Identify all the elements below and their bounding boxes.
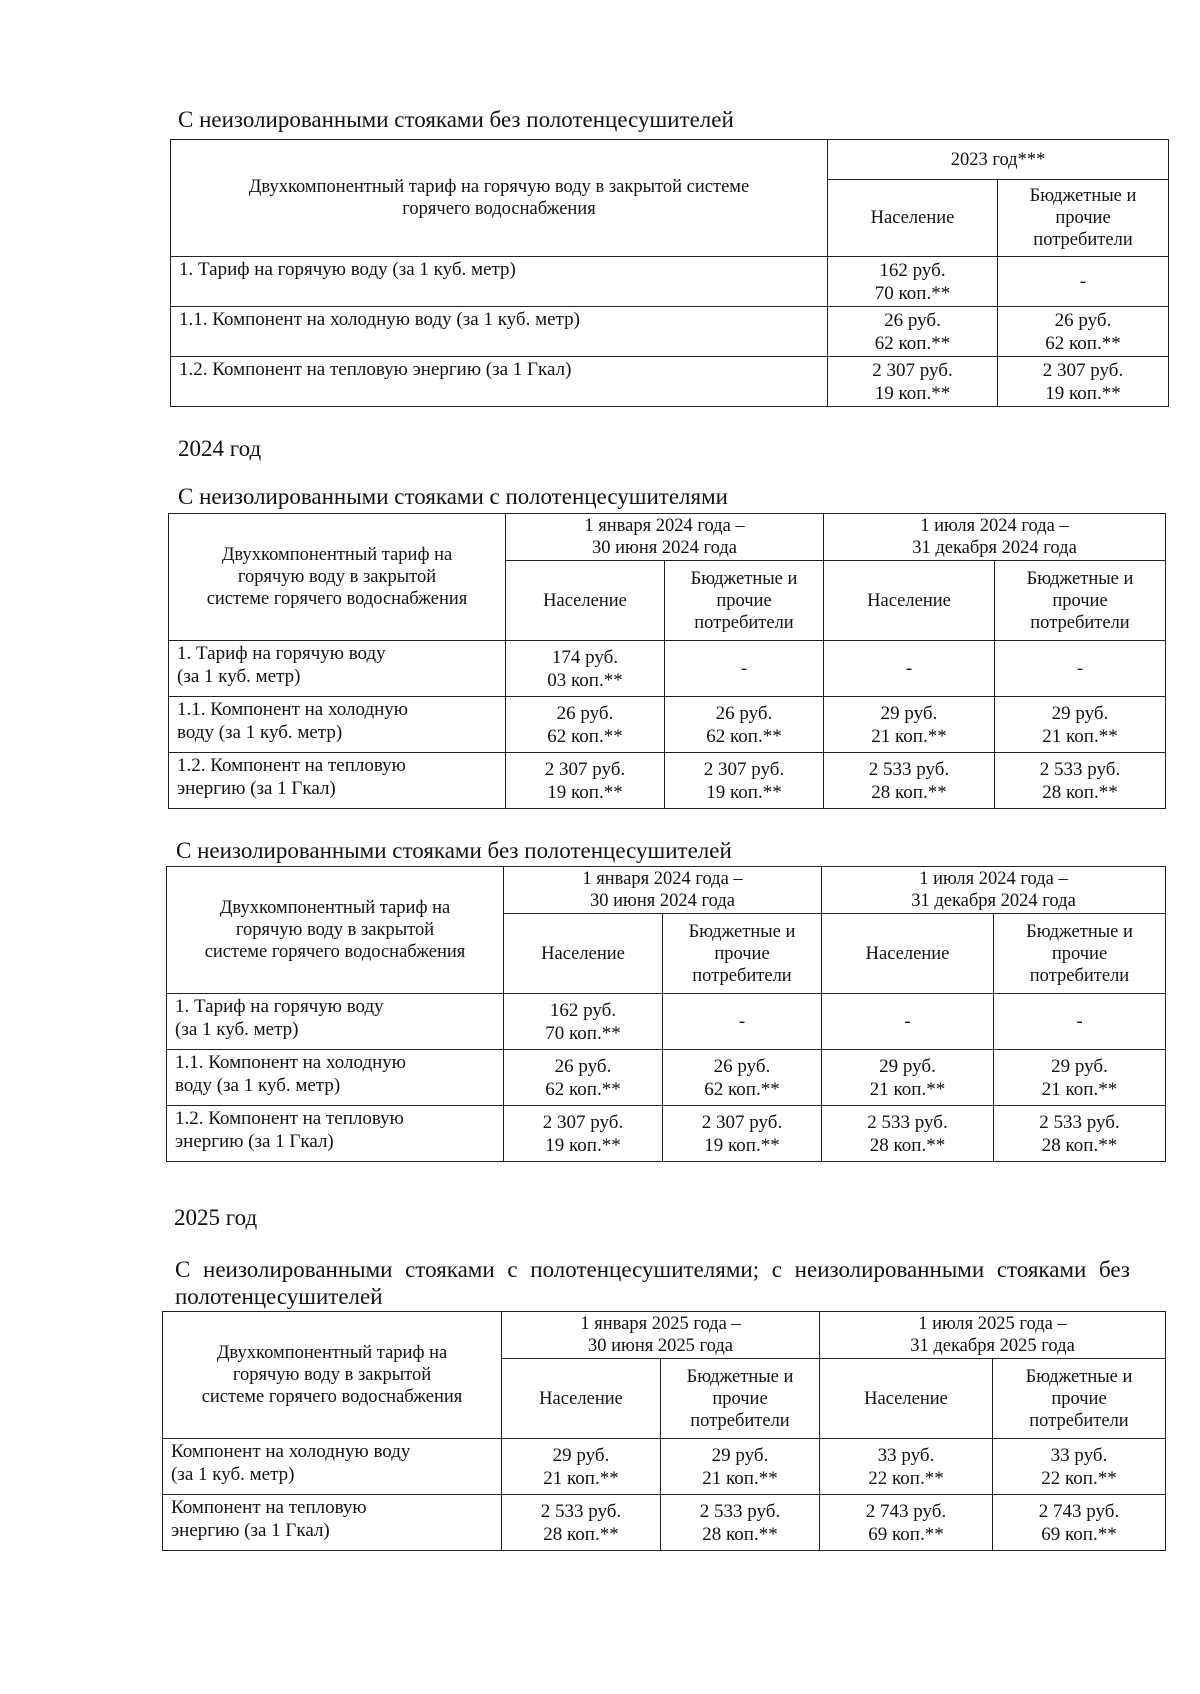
budget-header: Бюджетные и прочие потребители — [663, 914, 822, 994]
cell-value: - — [824, 641, 995, 697]
population-header: Население — [822, 914, 994, 994]
row-label: 1. Тариф на горячую воду (за 1 куб. метр) — [169, 641, 506, 697]
cell-value: 2 743 руб. 69 коп.** — [993, 1495, 1166, 1551]
cell-value: 26 руб. 62 коп.** — [663, 1050, 822, 1106]
cell-value: 2 307 руб. 19 коп.** — [665, 753, 824, 809]
cell-value: 2 743 руб. 69 коп.** — [820, 1495, 993, 1551]
cell-value: - — [665, 641, 824, 697]
table1-caption: С неизолированными стояками без полотенцесушителей — [178, 107, 734, 132]
cell-value: 2 307 руб. 19 коп.** — [663, 1106, 822, 1162]
tariff-table-2024-without-dryers — [166, 866, 1166, 1162]
budget-header: Бюджетные и прочие потребители — [661, 1359, 820, 1439]
population-value: 2 307 руб. 19 коп.** — [828, 357, 998, 407]
cell-value: 29 руб. 21 коп.** — [994, 1050, 1166, 1106]
year-heading-2024: 2024 год — [178, 436, 262, 461]
tariff-table-2023 — [170, 139, 1169, 407]
row-label: 1.1. Компонент на холодную воду (за 1 куб. метр) — [167, 1050, 504, 1106]
row-label: 1.2. Компонент на тепловую энергию (за 1 Гкал) — [167, 1106, 504, 1162]
cell-value: 29 руб. 21 коп.** — [502, 1439, 661, 1495]
row-label: 1. Тариф на горячую воду (за 1 куб. метр) — [171, 257, 828, 307]
cell-value: - — [663, 994, 822, 1050]
budget-header: Бюджетные и прочие потребители — [998, 180, 1169, 257]
population-header: Население — [506, 561, 665, 641]
cell-value: 2 533 руб. 28 коп.** — [824, 753, 995, 809]
budget-header: Бюджетные и прочие потребители — [993, 1359, 1166, 1439]
row-label: 1.2. Компонент на тепловую энергию (за 1 Гкал) — [169, 753, 506, 809]
population-header: Население — [824, 561, 995, 641]
cell-value: 29 руб. 21 коп.** — [661, 1439, 820, 1495]
population-header: Население — [502, 1359, 661, 1439]
budget-header: Бюджетные и прочие потребители — [994, 914, 1166, 994]
period-header: 1 июля 2024 года – 31 декабря 2024 года — [824, 514, 1166, 561]
row-label: 1. Тариф на горячую воду (за 1 куб. метр) — [167, 994, 504, 1050]
row-label: Компонент на тепловую энергию (за 1 Гкал) — [163, 1495, 502, 1551]
population-header: Население — [828, 180, 998, 257]
tariff-table-2024-with-dryers — [168, 513, 1166, 809]
cell-value: - — [822, 994, 994, 1050]
cell-value: 33 руб. 22 коп.** — [820, 1439, 993, 1495]
budget-value: 2 307 руб. 19 коп.** — [998, 357, 1169, 407]
period-header: 1 января 2024 года – 30 июня 2024 года — [506, 514, 824, 561]
budget-header: Бюджетные и прочие потребители — [665, 561, 824, 641]
tariff-table-2025 — [162, 1311, 1166, 1551]
cell-value: 2 533 руб. 28 коп.** — [502, 1495, 661, 1551]
cell-value: 2 533 руб. 28 коп.** — [661, 1495, 820, 1551]
header-tariff-label: Двухкомпонентный тариф на горячую воду в закрытой системе горячего водоснабжения — [169, 514, 506, 641]
header-tariff-label: Двухкомпонентный тариф на горячую воду в закрытой системе горячего водоснабжения — [163, 1312, 502, 1439]
cell-value: 2 533 руб. 28 коп.** — [822, 1106, 994, 1162]
header-tariff-label: Двухкомпонентный тариф на горячую воду в закрытой системе горячего водоснабжения — [167, 867, 504, 994]
budget-value: 26 руб. 62 коп.** — [998, 307, 1169, 357]
cell-value: 26 руб. 62 коп.** — [665, 697, 824, 753]
period-header: 1 января 2024 года – 30 июня 2024 года — [504, 867, 822, 914]
cell-value: 174 руб. 03 коп.** — [506, 641, 665, 697]
cell-value: 2 533 руб. 28 коп.** — [994, 1106, 1166, 1162]
budget-value: - — [998, 257, 1169, 307]
row-label: 1.2. Компонент на тепловую энергию (за 1 Гкал) — [171, 357, 828, 407]
header-tariff-label: Двухкомпонентный тариф на горячую воду в закрытой системе горячего водоснабжения — [171, 140, 828, 257]
row-label: Компонент на холодную воду (за 1 куб. метр) — [163, 1439, 502, 1495]
period-header: 1 июля 2025 года – 31 декабря 2025 года — [820, 1312, 1166, 1359]
budget-header: Бюджетные и прочие потребители — [995, 561, 1166, 641]
period-header: 1 июля 2024 года – 31 декабря 2024 года — [822, 867, 1166, 914]
row-label: 1.1. Компонент на холодную воду (за 1 куб. метр) — [169, 697, 506, 753]
cell-value: 2 307 руб. 19 коп.** — [504, 1106, 663, 1162]
table2-caption: С неизолированными стояками с полотенцесушителями — [178, 484, 728, 509]
cell-value: 26 руб. 62 коп.** — [504, 1050, 663, 1106]
period-header: 2023 год*** — [828, 140, 1169, 180]
table4-caption: С неизолированными стояками с полотенцесушителями; с неизолированными стояками без полотенцесушителей — [175, 1257, 1130, 1309]
cell-value: 29 руб. 21 коп.** — [822, 1050, 994, 1106]
cell-value: 2 533 руб. 28 коп.** — [995, 753, 1166, 809]
cell-value: 26 руб. 62 коп.** — [506, 697, 665, 753]
population-value: 26 руб. 62 коп.** — [828, 307, 998, 357]
period-header: 1 января 2025 года – 30 июня 2025 года — [502, 1312, 820, 1359]
population-header: Население — [820, 1359, 993, 1439]
year-heading-2025: 2025 год — [174, 1205, 258, 1230]
population-value: 162 руб. 70 коп.** — [828, 257, 998, 307]
population-header: Население — [504, 914, 663, 994]
cell-value: - — [994, 994, 1166, 1050]
table3-caption: С неизолированными стояками без полотенцесушителей — [176, 838, 732, 863]
cell-value: - — [995, 641, 1166, 697]
cell-value: 162 руб. 70 коп.** — [504, 994, 663, 1050]
cell-value: 33 руб. 22 коп.** — [993, 1439, 1166, 1495]
cell-value: 2 307 руб. 19 коп.** — [506, 753, 665, 809]
cell-value: 29 руб. 21 коп.** — [995, 697, 1166, 753]
cell-value: 29 руб. 21 коп.** — [824, 697, 995, 753]
row-label: 1.1. Компонент на холодную воду (за 1 куб. метр) — [171, 307, 828, 357]
